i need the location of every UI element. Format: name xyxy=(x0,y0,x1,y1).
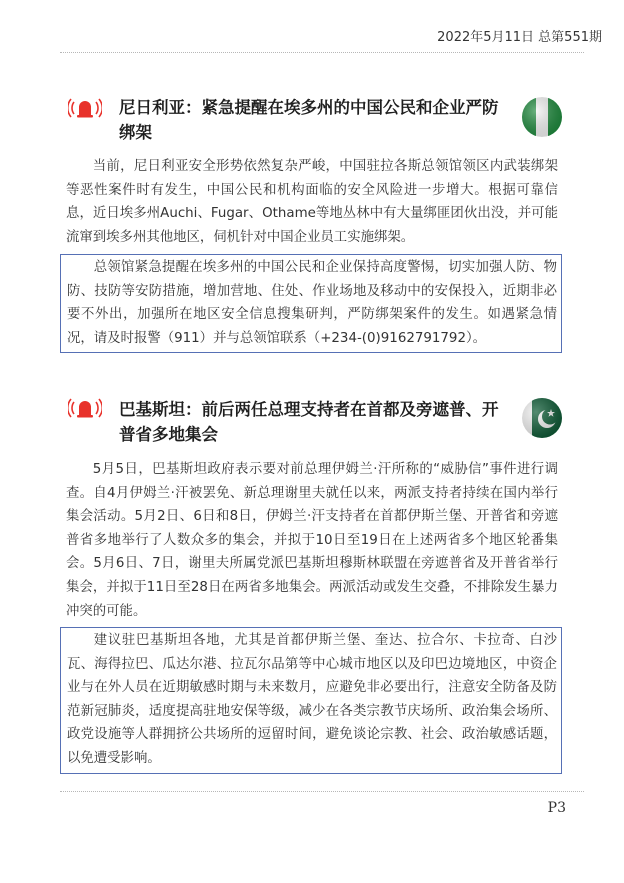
advisory-text: 建议驻巴基斯坦各地，尤其是首都伊斯兰堡、奎达、拉合尔、卡拉奇、白沙瓦、海得拉巴、瓜达尔港、拉瓦尔品第等中心城市地区以及印巴边境地区，中资企业与在外人员在近期敏感时期与未来数月，应避免非必要出行，注意安全防备及防范新冠肺炎，适度提高驻地安保等级，减少在各类宗教节庆场所、政治集会场所、政党设施等人群拥挤公共场所的逗留时间，避免谈论宗教、社会、政治敏感话题，以免遭受影响。 xyxy=(67,633,557,766)
issue-date: 2022年5月11日 总第551期 xyxy=(437,30,602,45)
section-title: 巴基斯坦：前后两任总理支持者在首都及旁遮普、开普省多地集会 xyxy=(119,400,499,444)
section-body: 当前，尼日利亚安全形势依然复杂严峻，中国驻拉各斯总领馆领区内武装绑架等恶性案件时有发生，中国公民和机构面临的安全风险进一步增大。根据可靠信息，近日埃多州Auchi、Fugar、Othame等地丛林中有大量绑匪团伙出没，并可能流窜到埃多州其他地区，伺机针对中国企业员工实施绑架。 xyxy=(66,159,558,245)
section-body: 5月5日，巴基斯坦政府表示要对前总理伊姆兰·汗所称的“威胁信”事件进行调查。自4月伊姆兰·汗被罢免、新总理谢里夫就任以来，两派支持者持续在国内举行集会活动。5月2日、6日和8日，伊姆兰·汗支持者在首都伊斯兰堡、开普省和旁遮普省多地举行了人数众多的集会，并拟于10日至19日在上述两省多个地区轮番集会。5月6日、7日，谢里夫所属党派巴基斯坦穆斯林联盟在旁遮普省及开普省举行集会，并拟于11日至28日在两省多地集会。两派活动或发生交叠，不排除发生暴力冲突的可能。 xyxy=(66,462,558,619)
alarm-icon xyxy=(68,396,102,418)
header-divider xyxy=(60,52,584,53)
alarm-icon xyxy=(68,96,102,118)
advisory-box xyxy=(60,254,562,353)
advisory-box xyxy=(60,627,562,774)
page-number: P3 xyxy=(547,800,566,816)
advisory-text: 总领馆紧急提醒在埃多州的中国公民和企业保持高度警惕，切实加强人防、物防、技防等安防措施，增加营地、住处、作业场地及移动中的安保投入，近期非必要不外出，加强所在地区安全信息搜集研判，严防绑架案件的发生。如遇紧急情况，请及时报警（911）并与总领馆联系（+234-(0)9162791792）。 xyxy=(67,260,557,346)
footer-divider xyxy=(60,791,584,792)
section-title: 尼日利亚：紧急提醒在埃多州的中国公民和企业严防绑架 xyxy=(119,98,499,142)
pakistan-flag-icon xyxy=(522,398,562,438)
nigeria-flag-icon xyxy=(522,97,562,137)
